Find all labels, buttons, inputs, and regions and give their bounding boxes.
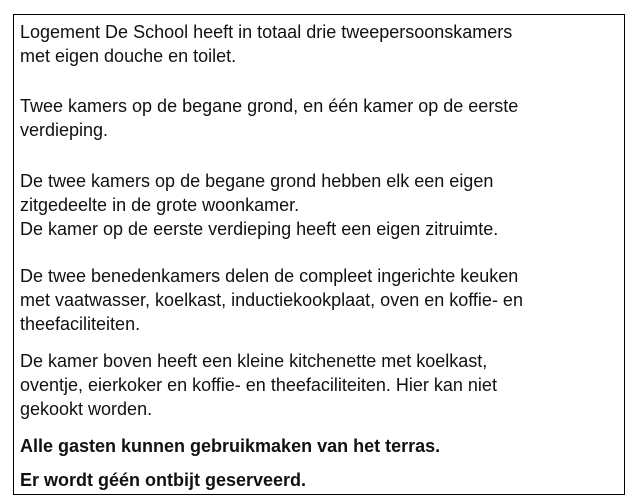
paragraph-3-line-1: De twee kamers op de begane grond hebben elk een eigen: [20, 171, 494, 191]
paragraph-4-line-2: met vaatwasser, koelkast, inductiekookplaat, oven en koffie- en: [20, 290, 523, 310]
paragraph-1-line-1: Logement De School heeft in totaal drie tweepersoonskamers: [20, 22, 513, 42]
paragraph-4-line-1: De twee benedenkamers delen de compleet ingerichte keuken: [20, 266, 519, 286]
paragraph-2-line-2: verdieping.: [20, 120, 109, 140]
paragraph-1-line-2: met eigen douche en toilet.: [20, 46, 237, 66]
paragraph-3-line-3: De kamer op de eerste verdieping heeft een eigen zitruimte.: [20, 219, 499, 239]
paragraph-5-line-2: oventje, eierkoker en koffie- en theefaciliteiten. Hier kan niet: [20, 375, 497, 395]
paragraph-7-line-1: Er wordt géén ontbijt geserveerd.: [20, 470, 307, 490]
paragraph-5-line-1: De kamer boven heeft een kleine kitchenette met koelkast,: [20, 351, 488, 371]
paragraph-4-line-3: theefaciliteiten.: [20, 314, 141, 334]
paragraph-2-line-1: Twee kamers op de begane grond, en één kamer op de eerste: [20, 96, 519, 116]
paragraph-6-line-1: Alle gasten kunnen gebruikmaken van het terras.: [20, 436, 441, 456]
paragraph-5-line-3: gekookt worden.: [20, 399, 153, 419]
text-frame: [13, 14, 625, 495]
paragraph-3-line-2: zitgedeelte in de grote woonkamer.: [20, 195, 300, 215]
